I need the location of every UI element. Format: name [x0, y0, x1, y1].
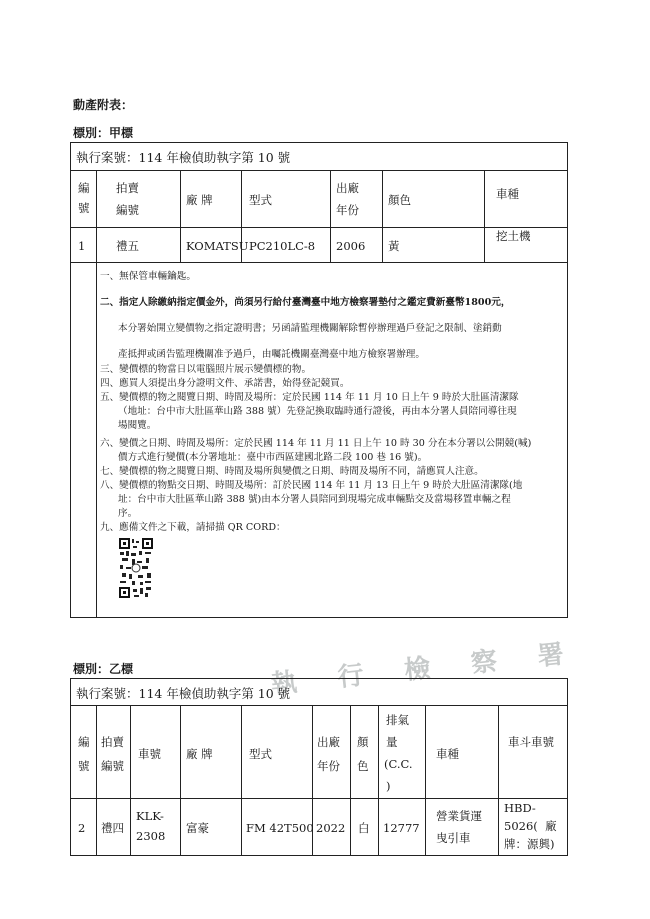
- note-1: 一、無保管車輛鑰匙。: [100, 271, 196, 282]
- b-header-year-1: 出廠: [317, 735, 340, 749]
- note-6-cont: 價方式進行變價(本分署地址：臺中市西區建國北路二段 100 巷 16 號)。: [118, 452, 428, 463]
- b-row-bed-1: HBD-: [504, 801, 536, 815]
- b-header-type: 車種: [436, 747, 459, 761]
- row-no: 1: [78, 239, 86, 253]
- b-header-year-2: 年份: [317, 759, 340, 773]
- b-header-brand: 廠 牌: [186, 747, 213, 761]
- b-row-bed-2: 5026( 廠: [504, 819, 557, 833]
- b-row-no: 2: [78, 821, 86, 835]
- row-brand: KOMATSU: [186, 239, 249, 253]
- header-brand: 廠 牌: [186, 193, 213, 207]
- note-8: 八、變價標的物點交日期、時間及場所：訂於民國 114 年 11 月 13 日上午 9 時於大肚區清潔隊(地: [100, 480, 523, 491]
- header-type: 車種: [496, 187, 519, 201]
- b-header-cc-2: 量: [386, 735, 398, 749]
- row-year: 2006: [336, 239, 366, 253]
- b-row-cc: 12777: [383, 821, 420, 835]
- stamp-seal: 執 行 檢 察 署: [269, 637, 582, 701]
- b-header-cc-1: 排氣: [386, 713, 409, 727]
- row-lot: 禮五: [116, 239, 139, 253]
- note-8-cont-1: 址：台中市大肚區華山路 388 號)由本分署人員陪同到現場完成車輛點交及當場移置車輛之程: [118, 494, 511, 505]
- b-header-cc-3: (C.C.: [384, 757, 413, 771]
- note-5: 五、變價標的物之閱覽日期、時間及場所：定於民國 114 年 11 月 10 日上午 9 時於大肚區清潔隊: [100, 392, 519, 403]
- b-header-cc-4: ): [386, 779, 391, 793]
- b-row-lot: 禮四: [101, 821, 124, 835]
- note-2: 二、指定人除繳納指定價金外，尚須另行給付臺灣臺中地方檢察署墊付之鑑定費新臺幣1800元，: [100, 297, 511, 308]
- b-header-no-1: 編: [78, 735, 90, 749]
- b-header-color-1: 顏: [357, 735, 369, 749]
- header-lot-2: 編號: [116, 203, 139, 217]
- note-9: 九、應備文件之下載，請掃描 QR CORD：: [100, 522, 286, 533]
- qr-code-icon[interactable]: [118, 537, 154, 599]
- b-row-year: 2022: [316, 821, 346, 835]
- b-header-color-2: 色: [357, 759, 369, 773]
- b-header-lot-2: 編號: [101, 759, 124, 773]
- section-b-case-number: 執行案號：114 年檢偵助執字第 10 號: [76, 686, 291, 701]
- b-header-plate: 車號: [138, 747, 161, 761]
- section-a-case-number: 執行案號：114 年檢偵助執字第 10 號: [76, 150, 291, 165]
- note-4: 四、應買人須提出身分證明文件、承諾書，始得登記競買。: [100, 378, 350, 389]
- b-row-plate-2: 2308: [136, 829, 166, 843]
- header-year-2: 年份: [336, 203, 359, 217]
- b-row-color: 白: [358, 821, 370, 835]
- note-7: 七、變價標的物之閱覽日期、時間及場所與變價之日期、時間及場所不同，請應買人注意。: [100, 466, 484, 477]
- row-color: 黃: [388, 239, 400, 253]
- note-3: 三、變價標的物當日以電腦照片展示變價標的物。: [100, 364, 312, 375]
- page-heading: 動產附表：: [73, 98, 134, 112]
- section-a-label: 標別：甲標: [73, 126, 134, 140]
- b-row-plate-1: KLK-: [136, 809, 164, 823]
- b-header-model: 型式: [249, 747, 272, 761]
- b-row-type-2: 曳引車: [436, 831, 471, 845]
- row-type: 挖土機: [496, 229, 531, 243]
- header-year-1: 出廠: [336, 181, 359, 195]
- header-model: 型式: [249, 193, 272, 207]
- note-5-cont-1: （地址：台中市大肚區華山路 388 號）先登記換取臨時通行證後，再由本分署人員陪同導往現: [118, 406, 517, 417]
- header-color: 顏色: [388, 193, 411, 207]
- note-2-cont-2: 產抵押或函告監理機關准予過戶，由囑託機關臺灣臺中地方檢察署辦理。: [118, 349, 425, 360]
- b-row-model: FM 42T500: [246, 821, 314, 835]
- section-b-label: 標別：乙標: [73, 662, 134, 676]
- b-row-type-1: 營業貨運: [436, 809, 482, 823]
- header-no-2: 號: [78, 201, 90, 215]
- row-model: PC210LC-8: [249, 239, 316, 253]
- note-8-cont-2: 序。: [118, 508, 138, 519]
- note-2-cont-1: 本分署始開立變價物之指定證明書；另函請監理機關解除暫停辦理過戶登記之限制、塗銷動: [118, 323, 502, 334]
- b-row-bed-3: 牌：源興): [504, 837, 555, 851]
- b-header-no-2: 號: [78, 759, 90, 773]
- note-5-cont-2: 場閱覽。: [118, 420, 157, 431]
- header-no-1: 編: [78, 181, 90, 195]
- note-6: 六、變價之日期、時間及場所：定於民國 114 年 11 月 11 日上午 10 時 30 分在本分署以公開競(喊): [100, 438, 532, 449]
- b-row-brand: 富豪: [186, 821, 209, 835]
- b-header-lot-1: 拍賣: [101, 735, 124, 749]
- header-lot-1: 拍賣: [116, 181, 139, 195]
- b-header-bed: 車斗車號: [508, 735, 554, 749]
